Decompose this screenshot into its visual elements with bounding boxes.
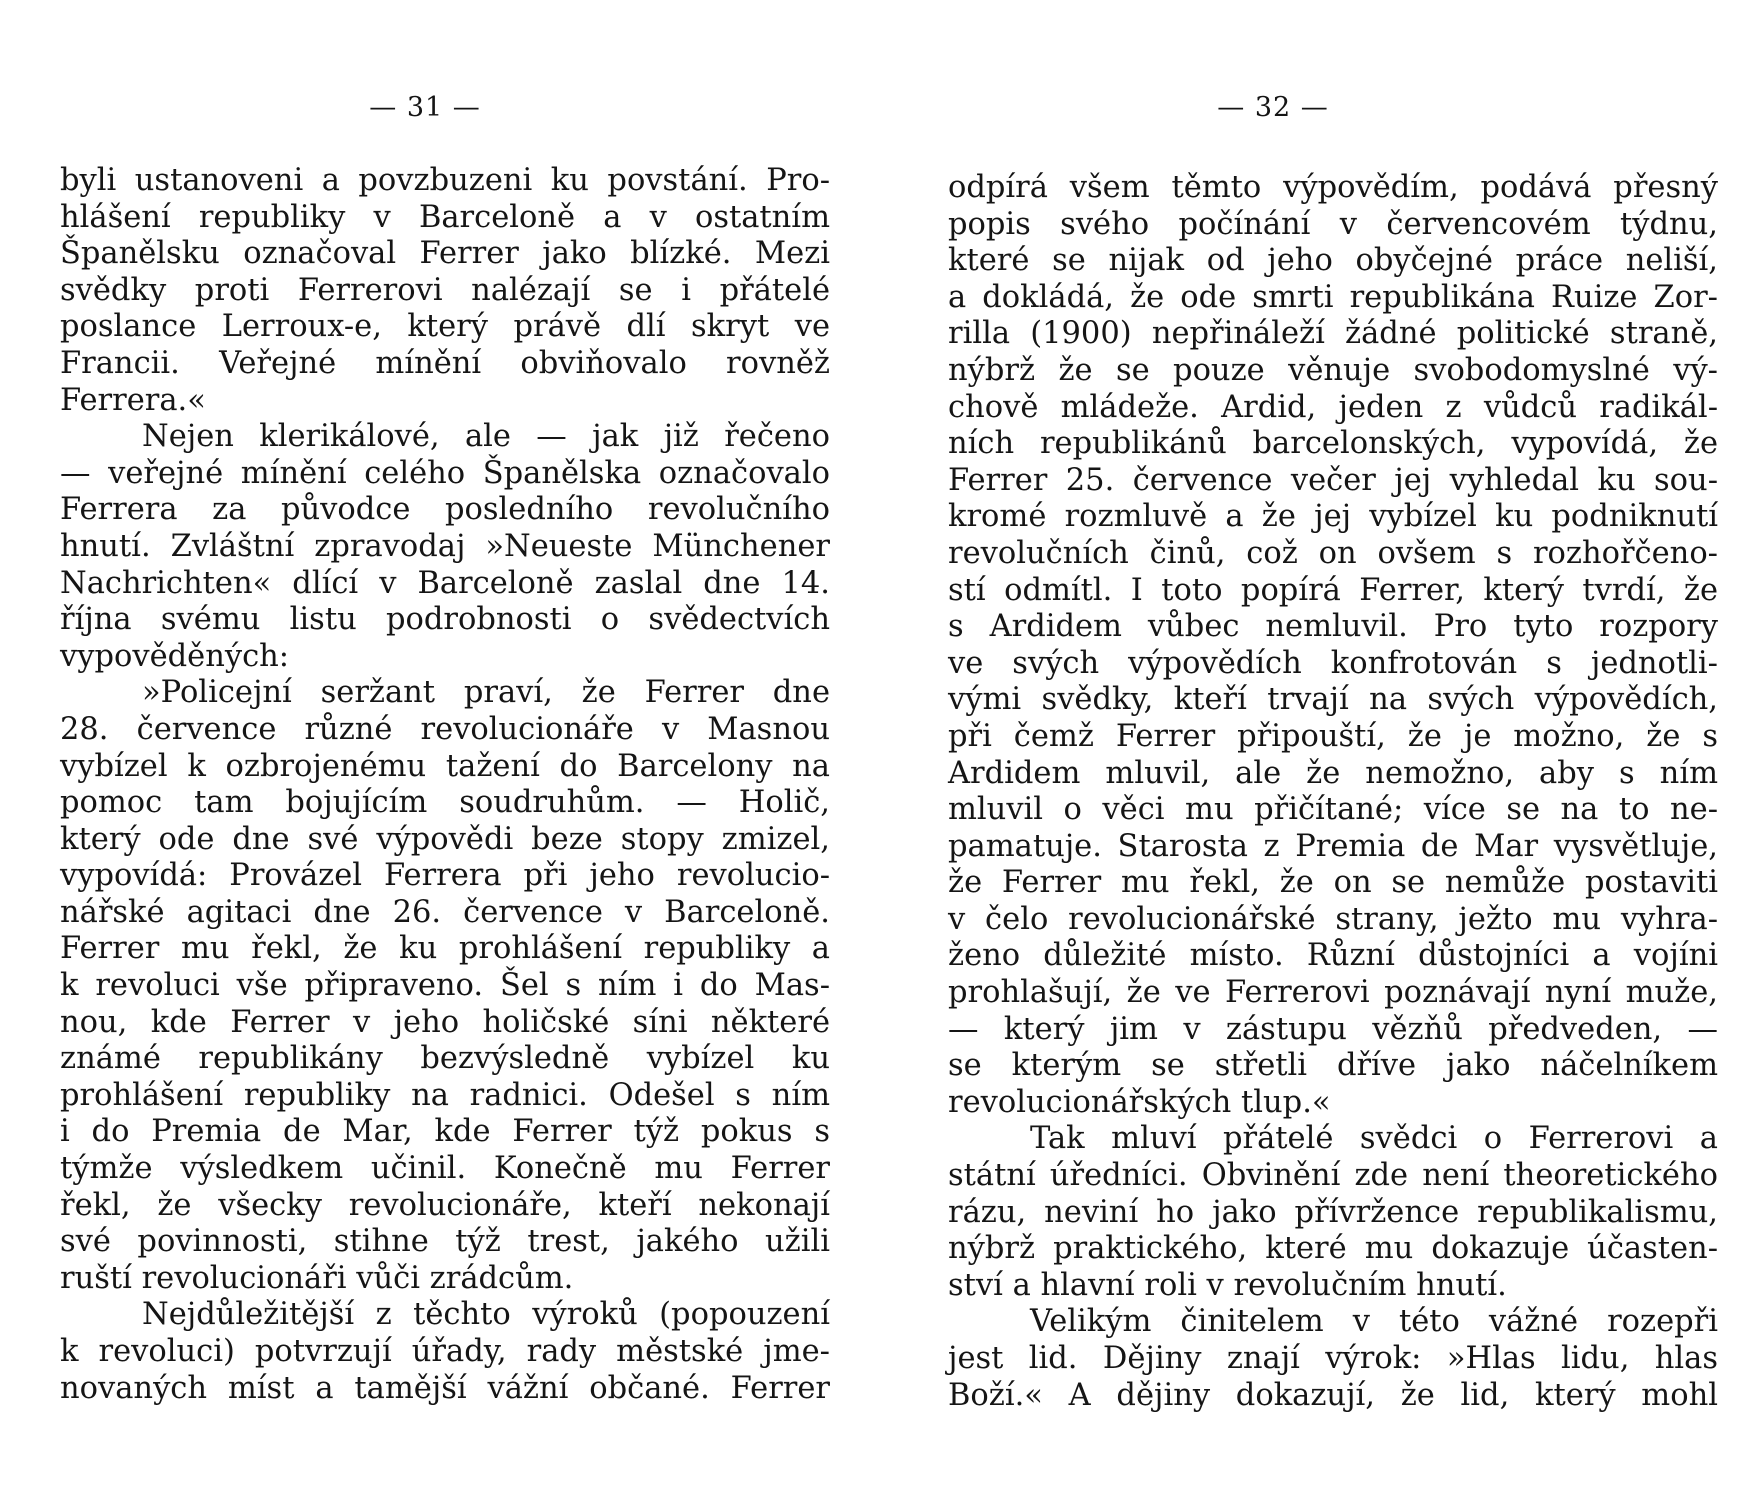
text-line: »Policejní seržant praví, že Ferrer dne bbox=[142, 675, 830, 711]
text-line: Španělsku označoval Ferrer jako blízké. Mezi bbox=[60, 236, 830, 272]
text-line: Nejdůležitější z těchto výroků (popouzení bbox=[142, 1297, 830, 1333]
text-line: hnutí. Zvláštní zpravodaj »Neueste Münchener bbox=[60, 528, 830, 564]
text-line: — který jim v zástupu vězňů předveden, — bbox=[948, 1011, 1718, 1047]
text-line: vypověděných: bbox=[60, 638, 290, 674]
text-line: své povinnosti, stihne týž trest, jakého užili bbox=[60, 1224, 830, 1260]
text-line: pomoc tam bojujícím soudruhům. — Holič, bbox=[60, 785, 830, 821]
text-line: jest lid. Dějiny znají výrok: »Hlas lidu, hlas bbox=[948, 1341, 1718, 1376]
text-line: ve svých výpovědích konfrotován s jednotli- bbox=[948, 645, 1718, 681]
text-line: — veřejné mínění celého Španělska označovalo bbox=[60, 455, 830, 491]
page-number: — 32 — bbox=[1217, 92, 1329, 123]
text-line: prohlašují, že ve Ferrerovi poznávají nyní muže, bbox=[948, 975, 1718, 1011]
text-line: k revoluci) potvrzují úřady, rady městské jme- bbox=[60, 1334, 830, 1369]
text-line: i do Premia de Mar, kde Ferrer týž pokus s bbox=[60, 1114, 830, 1150]
page-body bbox=[60, 163, 830, 1407]
text-line: při čemž Ferrer připouští, že je možno, že s bbox=[948, 718, 1718, 754]
text-line: Francii. Veřejné mínění obviňovalo rovněž bbox=[60, 345, 830, 381]
page-number: — 31 — bbox=[369, 92, 481, 123]
text-line: se kterým se střetli dříve jako náčelníkem bbox=[948, 1048, 1718, 1084]
text-line: rilla (1900) nepřináleží žádné politické straně, bbox=[948, 316, 1718, 352]
text-line: hlášení republiky v Barceloně a v ostatním bbox=[60, 199, 830, 235]
text-line: pamatuje. Starosta z Premia de Mar vysvětluje, bbox=[948, 828, 1718, 864]
text-line: které se nijak od jeho obyčejné práce neliší, bbox=[948, 243, 1718, 279]
text-line: popis svého počínání v červencovém týdnu, bbox=[948, 206, 1718, 242]
text-line: vybízel k ozbrojenému tažení do Barcelony na bbox=[60, 748, 830, 784]
text-line: k revoluci vše připraveno. Šel s ním i do Mas- bbox=[60, 968, 830, 1004]
text-line: státní úředníci. Obvinění zde není theoretického bbox=[948, 1158, 1718, 1194]
text-line: kromé rozmluvě a že jej vybízel ku podniknutí bbox=[948, 499, 1718, 535]
page-body bbox=[948, 170, 1718, 1414]
text-line: který ode dne své výpovědi beze stopy zmizel, bbox=[60, 821, 830, 857]
text-line: Ferrer mu řekl, že ku prohlášení republiky a bbox=[60, 931, 830, 967]
text-line: nářské agitaci dne 26. července v Barceloně. bbox=[60, 894, 830, 930]
text-line: známé republikány bezvýsledně vybízel ku bbox=[60, 1041, 830, 1077]
text-line: mluvil o věci mu přičítané; více se na to ne- bbox=[948, 792, 1718, 828]
text-line: byli ustanoveni a povzbuzeni ku povstání. Pro- bbox=[60, 163, 830, 198]
text-line: Ferrera.« bbox=[60, 382, 206, 418]
text-line: stí odmítl. I toto popírá Ferrer, který tvrdí, že bbox=[948, 572, 1718, 608]
text-line: Boží.« A dějiny dokazují, že lid, který mohl bbox=[948, 1377, 1718, 1413]
text-line: chově mládeže. Ardid, jeden z vůdců radikál- bbox=[948, 389, 1718, 425]
text-line: revolučních činů, což on ovšem s rozhořčeno- bbox=[948, 535, 1718, 571]
text-line: novaných míst a tamější vážní občané. Ferrer bbox=[60, 1370, 830, 1406]
text-line: v čelo revolucionářské strany, ježto mu vyhra- bbox=[948, 901, 1718, 937]
text-line: Nachrichten« dlící v Barceloně zaslal dne 14. bbox=[60, 565, 830, 601]
text-line: svědky proti Ferrerovi nalézají se i přátelé bbox=[60, 272, 830, 308]
text-line: nýbrž praktického, které mu dokazuje účasten- bbox=[948, 1231, 1718, 1267]
text-line: týmže výsledkem učinil. Konečně mu Ferrer bbox=[60, 1151, 830, 1187]
text-line: nýbrž že se pouze věnuje svobodomyslné vý- bbox=[948, 352, 1718, 388]
text-line: vypovídá: Provázel Ferrera při jeho revolucio- bbox=[60, 858, 830, 894]
text-line: ruští revolucionáři vůči zrádcům. bbox=[60, 1260, 574, 1296]
text-line: vými svědky, kteří trvají na svých výpovědích, bbox=[948, 682, 1718, 718]
text-line: poslance Lerroux-e, který právě dlí skryt ve bbox=[60, 309, 830, 345]
text-line: ství a hlavní roli v revolučním hnutí. bbox=[948, 1267, 1507, 1303]
text-line: Ferrera za původce posledního revolučního bbox=[60, 492, 830, 528]
text-line: že Ferrer mu řekl, že on se nemůže postaviti bbox=[948, 865, 1718, 901]
text-line: s Ardidem vůbec nemluvil. Pro tyto rozpory bbox=[948, 609, 1718, 645]
text-line: odpírá všem těmto výpovědím, podává přesný bbox=[948, 170, 1718, 205]
text-line: Nejen klerikálové, ale — jak již řečeno bbox=[142, 419, 830, 455]
text-line: Ardidem mluvil, ale že nemožno, aby s ním bbox=[948, 755, 1718, 791]
text-line: října svému listu podrobnosti o svědectvích bbox=[60, 602, 830, 638]
text-line: revolucionářských tlup.« bbox=[948, 1084, 1331, 1120]
text-line: ženo důležité místo. Různí důstojníci a vojíni bbox=[948, 938, 1718, 974]
text-line: prohlášení republiky na radnici. Odešel s ním bbox=[60, 1077, 830, 1113]
text-line: Tak mluví přátelé svědci o Ferrerovi a bbox=[1030, 1121, 1718, 1157]
text-line: řekl, že všecky revolucionáře, kteří nekonají bbox=[60, 1187, 830, 1223]
text-line: nou, kde Ferrer v jeho holičské síni některé bbox=[60, 1004, 830, 1040]
text-line: Velikým činitelem v této vážné rozepři bbox=[1030, 1304, 1718, 1340]
text-line: Ferrer 25. července večer jej vyhledal ku sou- bbox=[948, 462, 1718, 498]
text-line: rázu, neviní ho jako přívržence republikalismu, bbox=[948, 1194, 1718, 1230]
text-line: 28. července různé revolucionáře v Masnou bbox=[60, 711, 830, 747]
text-line: ních republikánů barcelonských, vypovídá, že bbox=[948, 426, 1718, 462]
text-line: a dokládá, že ode smrti republikána Ruize Zor- bbox=[948, 279, 1718, 315]
